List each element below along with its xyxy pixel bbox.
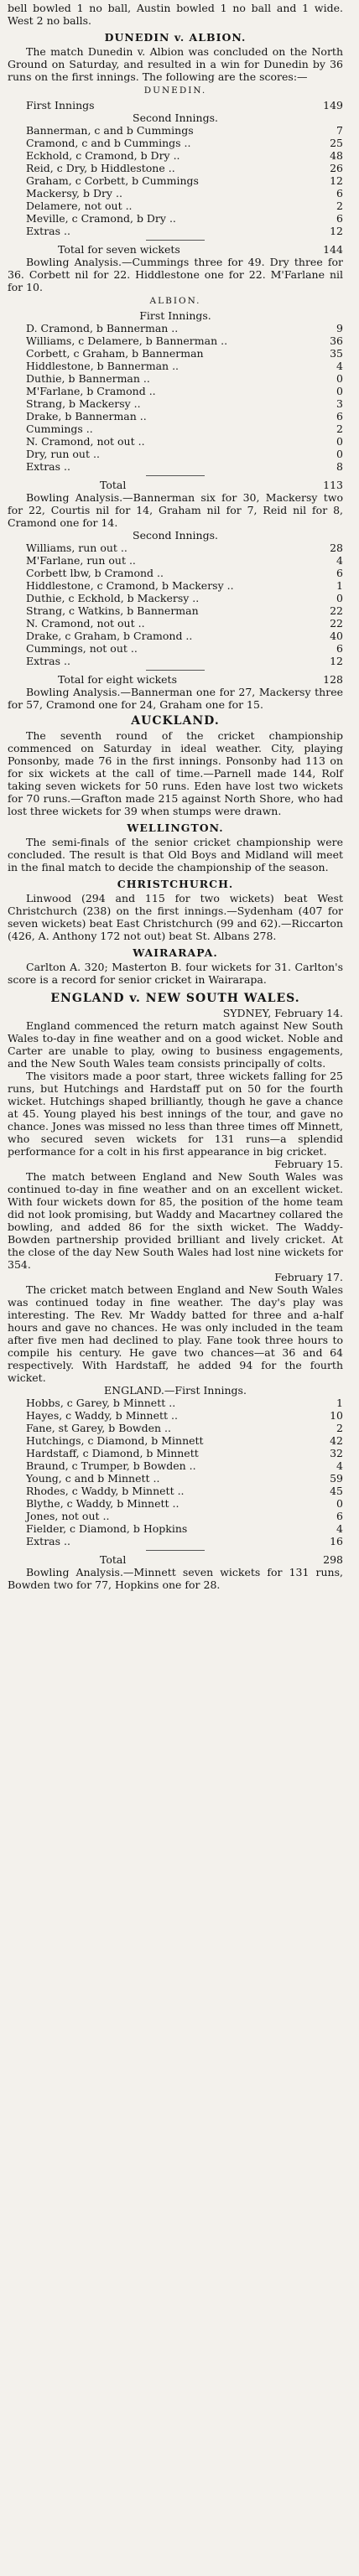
score-row: [8, 137, 343, 149]
total-rule: [146, 475, 205, 476]
section-heading-england-nsw: ENGLAND v. NEW SOUTH WALES.: [50, 992, 300, 1005]
batsman-entry: Duthie, c Eckhold, b Mackersy ..: [26, 592, 200, 604]
batsman-entry: Blythe, c Waddy, b Minnett ..: [26, 1497, 180, 1510]
runs-value: 0: [336, 385, 343, 397]
runs-value: 6: [336, 1510, 343, 1522]
batsman-entry: Hiddlestone, c Cramond, b Mackersy ..: [26, 579, 234, 592]
score-row: [8, 1485, 343, 1497]
batsman-entry: Eckhold, c Cramond, b Dry ..: [26, 149, 180, 162]
runs-value: 4: [336, 1459, 343, 1472]
total-label: Total: [100, 1553, 127, 1566]
runs-value: 0: [336, 435, 343, 448]
score-row: [8, 162, 343, 174]
score-row: [8, 149, 343, 162]
runs-value: 4: [336, 1522, 343, 1535]
total-value: 113: [323, 479, 343, 491]
dateline-date: February 14.: [274, 1007, 343, 1019]
carryover-text: bell bowled 1 no ball, Austin bowled 1 no ball and 1 wide. West 2 no balls.: [8, 2, 343, 27]
score-row: [8, 617, 343, 630]
score-row: [8, 1422, 343, 1434]
score-row: [8, 460, 343, 473]
article-intro: The match Dunedin v. Albion was concluded on the North Ground on Saturday, and resulted in a win for Dunedin by 36 runs on the first innings. The following are the scores:—: [8, 45, 343, 83]
runs-value: 6: [336, 642, 343, 655]
batsman-entry: Graham, c Corbett, b Cummings: [26, 174, 199, 187]
runs-value: 6: [336, 187, 343, 200]
batsman-entry: Rhodes, c Waddy, b Minnett ..: [26, 1485, 185, 1497]
article-body: The seventh round of the cricket championship commenced on Saturday in ideal weather. City, playing Ponsonby, made 76 in the first innings. Ponsonby had 113 on for six wickets at the call of time.—Parnell made 144, Rolf taking seven wickets for 50 runs. Eden have lost two wickets for 70 runs.—Grafton made 215 against North Shore, who had lost three wickets for 39 when stumps were drawn.: [8, 729, 343, 817]
batsman-entry: Hutchings, c Diamond, b Minnett: [26, 1434, 204, 1447]
batsman-entry: Strang, b Mackersy ..: [26, 397, 141, 410]
article-paragraph: The visitors made a poor start, three wickets falling for 25 runs, but Hutchings and Hardstaff put on 50 for the fourth wicket. Hutchings shaped brilliantly, though he gave a chance at 45. Young played his best innings of the tour, and gave no chance. Jones was missed no less than three times off Minnett, who secured seven wickets for 131 runs—a splendid performance for a colt in his first appearance in big cricket.: [8, 1070, 343, 1158]
section-heading-christchurch: CHRISTCHURCH.: [117, 878, 234, 890]
score-row: [8, 567, 343, 579]
runs-value: 25: [330, 137, 343, 149]
bowling-analysis: Bowling Analysis.—Bannerman one for 27, Mackersy three for 57, Cramond one for 24, Graham one for 15.: [8, 686, 343, 711]
bowling-analysis: Bowling Analysis.—Bannerman six for 30, Mackersy two for 22, Courtis nil for 14, Graham nil for 7, Reid nil for 8, Cramond one for 14.: [8, 491, 343, 529]
batsman-entry: Meville, c Cramond, b Dry ..: [26, 212, 176, 225]
score-row: [8, 397, 343, 410]
score-row: [8, 448, 343, 460]
section-heading-wellington: WELLINGTON.: [127, 822, 224, 834]
article-body: Linwood (294 and 115 for two wickets) beat West Christchurch (238) on the first innings.—Sydenham (407 for seven wickets) beat East Christchurch (99 and 62).—Riccarton (426, A. Anthony 172 not out) beat St. Albans 278.: [8, 892, 343, 942]
dateline: [8, 1007, 343, 1019]
batsman-entry: Extras ..: [26, 655, 70, 667]
runs-value: 35: [330, 347, 343, 360]
runs-value: 6: [336, 212, 343, 225]
bowling-analysis: Bowling Analysis.—Cummings three for 49. Dry three for 36. Corbett nil for 22. Hiddlestone one for 22. M'Farlane nil for 10.: [8, 256, 343, 293]
batsman-entry: Williams, c Delamere, b Bannerman ..: [26, 334, 228, 347]
total-label: Total for seven wickets: [58, 243, 180, 256]
score-row: [8, 592, 343, 604]
runs-value: 16: [330, 1535, 343, 1547]
total-label: Total: [100, 479, 127, 491]
batsman-entry: Strang, c Watkins, b Bannerman: [26, 604, 199, 617]
runs-value: 0: [336, 592, 343, 604]
score-row: [8, 322, 343, 334]
runs-value: 12: [330, 225, 343, 237]
score-row: [8, 1522, 343, 1535]
dateline-place: SYDNEY,: [222, 1007, 272, 1019]
runs-value: 7: [336, 124, 343, 137]
score-row: [8, 385, 343, 397]
albion-first-innings: [8, 322, 343, 473]
score-row: [8, 1472, 343, 1485]
runs-value: 36: [330, 334, 343, 347]
score-row: [8, 410, 343, 422]
runs-value: 0: [336, 372, 343, 385]
score-row: [8, 542, 343, 554]
section-heading-auckland: AUCKLAND.: [131, 714, 220, 728]
batsman-entry: Young, c and b Minnett ..: [26, 1472, 160, 1485]
score-row: [8, 200, 343, 212]
runs-value: 22: [330, 604, 343, 617]
batsman-entry: Extras ..: [26, 225, 70, 237]
batsman-entry: N. Cramond, not out ..: [26, 435, 145, 448]
runs-value: 0: [336, 1497, 343, 1510]
score-row: [8, 642, 343, 655]
runs-value: 4: [336, 554, 343, 567]
innings-value: 149: [323, 99, 343, 111]
runs-value: 28: [330, 542, 343, 554]
total-value: 128: [323, 673, 343, 686]
runs-value: 40: [330, 630, 343, 642]
total-rule: [146, 240, 205, 241]
runs-value: 12: [330, 174, 343, 187]
total-row: [8, 1553, 343, 1566]
total-row: [8, 479, 343, 491]
section-heading-dunedin-albion: DUNEDIN v. ALBION.: [104, 31, 247, 44]
total-rule: [146, 670, 205, 671]
score-row: [8, 1459, 343, 1472]
runs-value: 0: [336, 448, 343, 460]
batsman-entry: Hiddlestone, b Bannerman ..: [26, 360, 180, 372]
score-row: [8, 630, 343, 642]
score-row: [8, 579, 343, 592]
runs-value: 1: [336, 1397, 343, 1409]
batsman-entry: Extras ..: [26, 460, 70, 473]
runs-value: 2: [336, 422, 343, 435]
article-paragraph: England commenced the return match against New South Wales to-day in fine weather and on a good wicket. Noble and Carter are unable to play, owing to business engagements, and the New South Wales team consists principally of colts.: [8, 1019, 343, 1070]
batsman-entry: Cummings ..: [26, 422, 93, 435]
runs-value: 22: [330, 617, 343, 630]
article-body: Carlton A. 320; Masterton B. four wickets for 31. Carlton's score is a record for senior cricket in Wairarapa.: [8, 961, 343, 986]
batsman-entry: Extras ..: [26, 1535, 70, 1547]
score-row: [8, 604, 343, 617]
batsman-entry: Jones, not out ..: [26, 1510, 110, 1522]
batsman-entry: Hayes, c Waddy, b Minnett ..: [26, 1409, 178, 1422]
runs-value: 8: [336, 460, 343, 473]
total-row: [8, 243, 343, 256]
score-row: [8, 554, 343, 567]
runs-value: 32: [330, 1447, 343, 1459]
score-row: [8, 422, 343, 435]
england-first-innings: [8, 1397, 343, 1547]
innings-subheading: ENGLAND.—First Innings.: [104, 1384, 247, 1397]
runs-value: 26: [330, 162, 343, 174]
batsman-entry: Corbett lbw, b Cramond ..: [26, 567, 164, 579]
team-heading-dunedin: DUNEDIN.: [143, 86, 207, 96]
runs-value: 1: [336, 579, 343, 592]
innings-summary-row: [8, 99, 343, 111]
runs-value: 3: [336, 397, 343, 410]
score-row: [8, 347, 343, 360]
score-row: [8, 212, 343, 225]
runs-value: 6: [336, 410, 343, 422]
batsman-entry: M'Farlane, run out ..: [26, 554, 136, 567]
dateline-date: February 17.: [274, 1271, 343, 1283]
batsman-entry: Drake, c Graham, b Cramond ..: [26, 630, 193, 642]
score-row: [8, 1397, 343, 1409]
article-paragraph: The cricket match between England and New South Wales was continued today in fine weather. The day's play was interesting. The Rev. Mr Waddy batted for three and a-half hours and gave no chances. He was only included in the team after five men had declined to play. Fane took three hours to compile his century. He gave two chances—at 36 and 64 respectively. With Hardstaff, he added 94 for the fourth wicket.: [8, 1283, 343, 1384]
batsman-entry: Bannerman, c and b Cummings: [26, 124, 194, 137]
score-row: [8, 174, 343, 187]
bowling-analysis: Bowling Analysis.—Minnett seven wickets for 131 runs, Bowden two for 77, Hopkins one for 28.: [8, 1566, 343, 1591]
batsman-entry: Braund, c Trumper, b Bowden ..: [26, 1459, 196, 1472]
batsman-entry: Dry, run out ..: [26, 448, 100, 460]
article-paragraph: The match between England and New South Wales was continued to-day in fine weather and on an excellent wicket. With four wickets down for 85, the position of the home team did not look promising, but Waddy and Macartney collared the bowling, and added 86 for the sixth wicket. The Waddy-Bowden partnership provided brilliant and lively cricket. At the close of the day New South Wales had lost nine wickets for 354.: [8, 1170, 343, 1271]
runs-value: 59: [330, 1472, 343, 1485]
runs-value: 12: [330, 655, 343, 667]
runs-value: 6: [336, 567, 343, 579]
total-row: [8, 673, 343, 686]
batsman-entry: Mackersy, b Dry ..: [26, 187, 122, 200]
team-heading-albion: ALBION.: [149, 296, 201, 306]
score-row: [8, 1510, 343, 1522]
batsman-entry: Hobbs, c Garey, b Minnett ..: [26, 1397, 176, 1409]
score-row: [8, 435, 343, 448]
batsman-entry: Cummings, not out ..: [26, 642, 138, 655]
newspaper-column: [8, 0, 343, 1591]
batsman-entry: Fane, st Garey, b Bowden ..: [26, 1422, 171, 1434]
score-row: [8, 225, 343, 237]
innings-label: First Innings: [26, 99, 95, 111]
runs-value: 2: [336, 200, 343, 212]
score-row: [8, 360, 343, 372]
total-value: 144: [323, 243, 343, 256]
total-label: Total for eight wickets: [58, 673, 177, 686]
dateline-date: February 15.: [274, 1158, 343, 1170]
batsman-entry: N. Cramond, not out ..: [26, 617, 145, 630]
score-row: [8, 655, 343, 667]
batsman-entry: Hardstaff, c Diamond, b Minnett: [26, 1447, 199, 1459]
batsman-entry: Cramond, c and b Cummings ..: [26, 137, 191, 149]
total-rule: [146, 1550, 205, 1551]
runs-value: 45: [330, 1485, 343, 1497]
score-row: [8, 1434, 343, 1447]
batsman-entry: D. Cramond, b Bannerman ..: [26, 322, 179, 334]
total-value: 298: [323, 1553, 343, 1566]
runs-value: 4: [336, 360, 343, 372]
albion-second-innings: [8, 542, 343, 667]
batsman-entry: M'Farlane, b Cramond ..: [26, 385, 156, 397]
score-row: [8, 1409, 343, 1422]
batsman-entry: Drake, b Bannerman ..: [26, 410, 147, 422]
runs-value: 9: [336, 322, 343, 334]
innings-subheading: Second Innings.: [133, 529, 218, 542]
score-row: [8, 187, 343, 200]
innings-subheading: Second Innings.: [133, 111, 218, 124]
score-row: [8, 124, 343, 137]
score-row: [8, 334, 343, 347]
batsman-entry: Reid, c Dry, b Hiddlestone ..: [26, 162, 175, 174]
dunedin-second-innings: [8, 124, 343, 237]
batsman-entry: Corbett, c Graham, b Bannerman: [26, 347, 204, 360]
runs-value: 48: [330, 149, 343, 162]
score-row: [8, 372, 343, 385]
batsman-entry: Delamere, not out ..: [26, 200, 133, 212]
article-body: The semi-finals of the senior cricket championship were concluded. The result is that Old Boys and Midland will meet in the final match to decide the championship of the season.: [8, 836, 343, 873]
section-heading-wairarapa: WAIRARAPA.: [133, 946, 218, 959]
score-row: [8, 1497, 343, 1510]
runs-value: 2: [336, 1422, 343, 1434]
innings-subheading: First Innings.: [139, 309, 211, 322]
runs-value: 42: [330, 1434, 343, 1447]
batsman-entry: Fielder, c Diamond, b Hopkins: [26, 1522, 188, 1535]
batsman-entry: Williams, run out ..: [26, 542, 127, 554]
score-row: [8, 1535, 343, 1547]
runs-value: 10: [330, 1409, 343, 1422]
score-row: [8, 1447, 343, 1459]
batsman-entry: Duthie, b Bannerman ..: [26, 372, 150, 385]
